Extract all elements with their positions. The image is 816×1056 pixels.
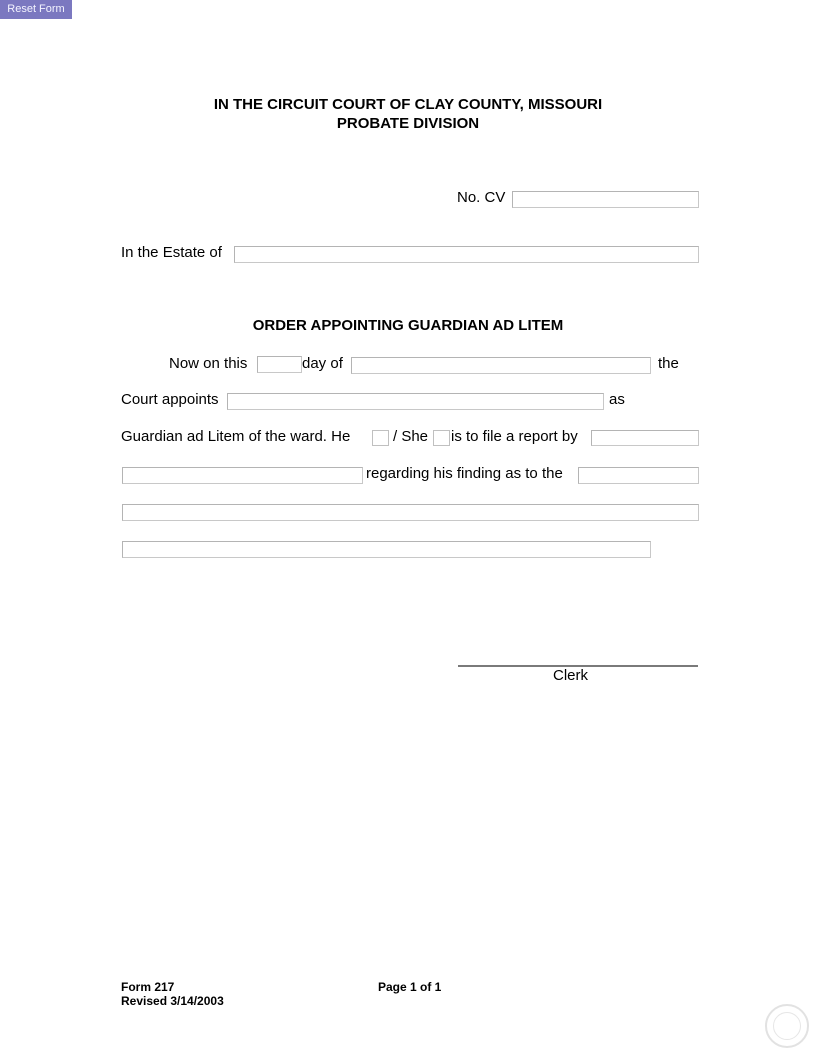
report-text: is to file a report by <box>451 428 578 445</box>
case-number-label: No. CV <box>457 189 506 206</box>
the-text: the <box>658 355 679 372</box>
court-heading: IN THE CIRCUIT COURT OF CLAY COUNTY, MISSOURI <box>213 96 603 113</box>
court-seal-icon <box>765 1004 809 1048</box>
she-label: / She <box>393 428 429 445</box>
month-year-field[interactable] <box>351 357 651 374</box>
estate-label: In the Estate of <box>121 244 222 261</box>
court-appoints-text: Court appoints <box>121 391 219 408</box>
appointee-name-field[interactable] <box>227 393 604 410</box>
reset-form-button[interactable]: Reset Form <box>0 0 72 19</box>
regarding-text: regarding his finding as to the <box>366 465 563 482</box>
as-text: as <box>609 391 625 408</box>
clerk-label: Clerk <box>553 667 589 684</box>
guardian-text: Guardian ad Litem of the ward. He <box>121 428 351 445</box>
she-checkbox[interactable] <box>433 430 450 446</box>
form-number: Form 217 <box>121 980 175 994</box>
page-number: Page 1 of 1 <box>378 980 442 994</box>
estate-name-field[interactable] <box>234 246 699 263</box>
day-field[interactable] <box>257 356 302 373</box>
he-checkbox[interactable] <box>372 430 389 446</box>
report-by-field-2[interactable] <box>122 467 363 484</box>
division-heading: PROBATE DIVISION <box>336 115 480 132</box>
revised-date: Revised 3/14/2003 <box>121 994 224 1008</box>
report-by-field-1[interactable] <box>591 430 699 446</box>
case-number-field[interactable] <box>512 191 699 208</box>
finding-field-3[interactable] <box>122 541 651 558</box>
now-on-this-text: Now on this <box>169 355 248 372</box>
order-title: ORDER APPOINTING GUARDIAN AD LITEM <box>252 317 564 334</box>
day-of-text: day of <box>302 355 343 372</box>
finding-field-1[interactable] <box>578 467 699 484</box>
finding-field-2[interactable] <box>122 504 699 521</box>
